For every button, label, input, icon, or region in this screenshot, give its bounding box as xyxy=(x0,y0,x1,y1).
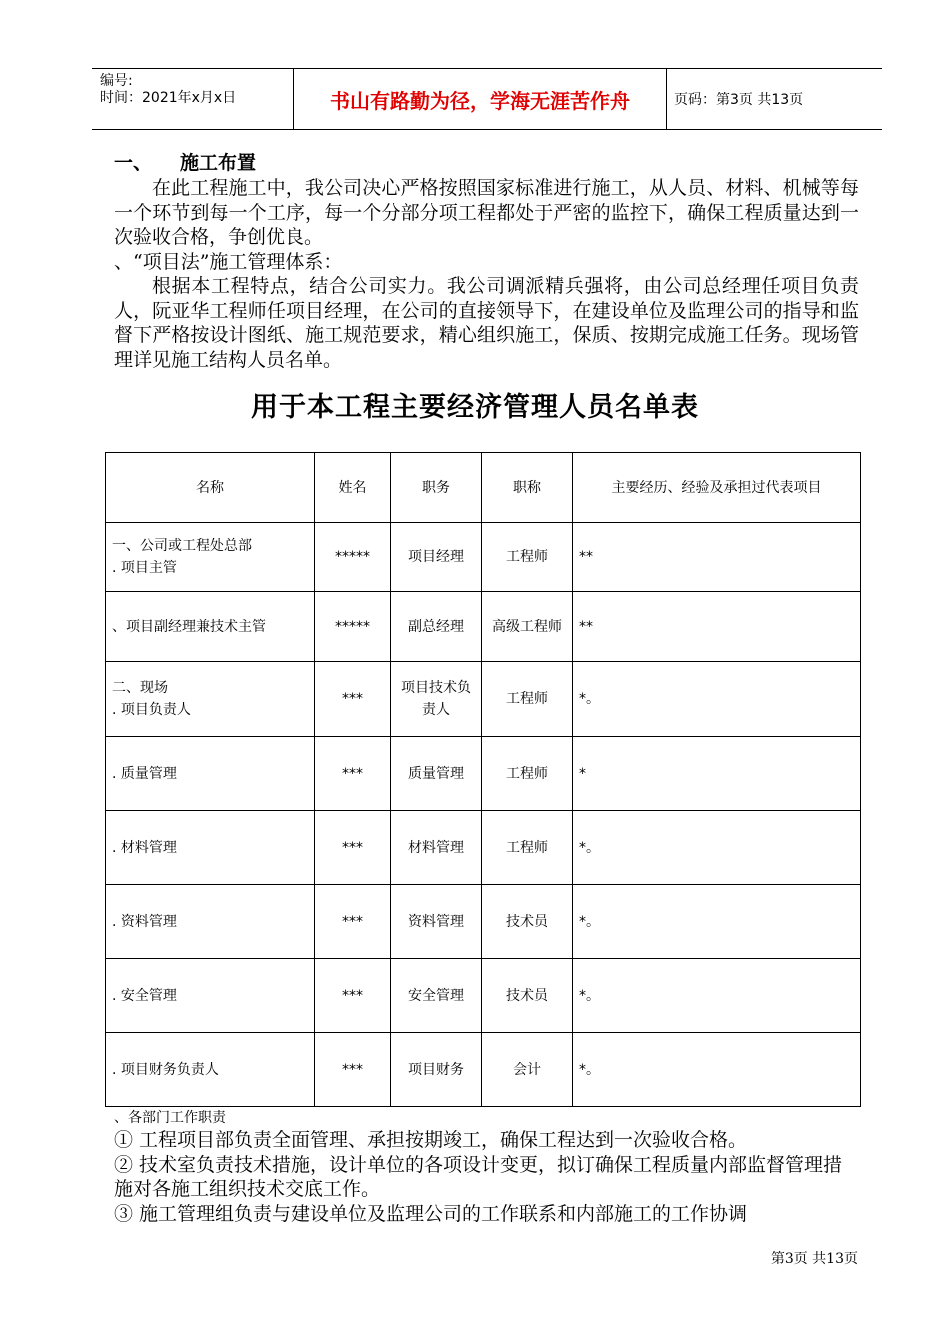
experience-cell: ** xyxy=(573,523,861,592)
person-cell: *** xyxy=(315,1033,391,1107)
section-number: 一、 xyxy=(114,152,153,174)
table-row xyxy=(106,523,861,592)
duties-heading: 、各部门工作职责 xyxy=(114,1110,226,1126)
header-cell: 职务 xyxy=(391,453,482,523)
name-line: . 项目负责人 xyxy=(112,702,191,718)
header-divider xyxy=(666,69,667,129)
page-number: 第3页 共13页 xyxy=(770,1251,858,1267)
person-cell: *** xyxy=(315,885,391,959)
table-row xyxy=(106,592,861,662)
header-cell: 职称 xyxy=(482,453,573,523)
duty-cell: 安全管理 xyxy=(391,959,482,1033)
duty-cell: 项目财务 xyxy=(391,1033,482,1107)
name-line: . 项目主管 xyxy=(112,560,177,576)
duty-cell: 资料管理 xyxy=(391,885,482,959)
name-line: . 项目财务负责人 xyxy=(112,1061,219,1078)
name-cell xyxy=(106,592,315,662)
title-cell: 工程师 xyxy=(482,811,573,885)
subheading: 、“项目法”施工管理体系： xyxy=(114,250,343,273)
section-title: 施工布置 xyxy=(180,152,257,174)
header-cell: 主要经历、经验及承担过代表项目 xyxy=(573,453,861,523)
name-cell xyxy=(106,662,315,737)
header-motto: 书山有路勤为径，学海无涯苦作舟 xyxy=(330,88,630,113)
time-label: 时间：2021年x月x日 xyxy=(100,90,237,106)
duty-item: ① 工程项目部负责全面管理、承担按期竣工，确保工程达到一次验收合格。 xyxy=(114,1129,748,1151)
header-info xyxy=(100,73,236,107)
table-title: 用于本工程主要经济管理人员名单表 xyxy=(251,392,699,423)
person-cell: ***** xyxy=(315,523,391,592)
name-line: 、项目副经理兼技术主管 xyxy=(112,618,266,635)
header-cell: 名称 xyxy=(106,453,315,523)
person-cell: *** xyxy=(315,959,391,1033)
name-cell xyxy=(106,885,315,959)
name-cell xyxy=(106,1033,315,1107)
paragraph: 在此工程施工中，我公司决心严格按照国家标准进行施工，从人员、材料、机械等每一个环节到每一个工序，每一个分部分项工程都处于严密的监控下，确保工程质量达到一次验收合格，争创优良。 xyxy=(114,177,859,248)
person-cell: *** xyxy=(315,737,391,811)
person-cell: *** xyxy=(315,811,391,885)
name-line: . 安全管理 xyxy=(112,987,177,1004)
name-cell xyxy=(106,811,315,885)
table-row xyxy=(106,737,861,811)
duty-cell: 项目经理 xyxy=(391,523,482,592)
duty-item: ③ 施工管理组负责与建设单位及监理公司的工作联系和内部施工的工作协调 xyxy=(114,1202,748,1225)
person-cell: ***** xyxy=(315,592,391,662)
name-line: . 资料管理 xyxy=(112,913,177,930)
body-text xyxy=(114,150,859,372)
header-page-label: 页码：第3页 共13页 xyxy=(674,92,804,108)
experience-cell: ** xyxy=(573,592,861,662)
table-row xyxy=(106,885,861,959)
table-row xyxy=(106,959,861,1033)
experience-cell: *。 xyxy=(573,811,861,885)
title-cell: 工程师 xyxy=(482,737,573,811)
code-label: 编号: xyxy=(100,73,133,89)
duties-section xyxy=(114,1108,859,1226)
table-row xyxy=(106,1033,861,1107)
duty-cell: 项目技术负责人 xyxy=(391,662,482,737)
table-row xyxy=(106,811,861,885)
duty-cell: 副总经理 xyxy=(391,592,482,662)
title-cell: 会计 xyxy=(482,1033,573,1107)
title-cell: 技术员 xyxy=(482,959,573,1033)
paragraph: 根据本工程特点，结合公司实力。我公司调派精兵强将，由公司总经理任项目负责人，阮亚华工程师任项目经理，在公司的直接领导下，在建设单位及监理公司的指导和监督下严格按设计图纸、施工规范要求，精心组织施工，保质、按期完成施工任务。现场管理详见施工结构人员名单。 xyxy=(114,275,859,371)
experience-cell: *。 xyxy=(573,959,861,1033)
experience-cell: *。 xyxy=(573,662,861,737)
header-cell: 姓名 xyxy=(315,453,391,523)
name-cell xyxy=(106,959,315,1033)
staff-table xyxy=(105,452,861,1107)
experience-cell: *。 xyxy=(573,885,861,959)
page-header xyxy=(92,68,882,130)
person-cell: *** xyxy=(315,662,391,737)
duty-item: ② 技术室负责技术措施，设计单位的各项设计变更，拟订确保工程质量内部监督管理措施对各施工组织技术交底工作。 xyxy=(114,1153,843,1200)
title-cell: 工程师 xyxy=(482,662,573,737)
experience-cell: *。 xyxy=(573,1033,861,1107)
duty-cell: 质量管理 xyxy=(391,737,482,811)
duty-cell: 材料管理 xyxy=(391,811,482,885)
name-line: . 质量管理 xyxy=(112,765,177,782)
table-header-row xyxy=(106,453,861,523)
name-cell xyxy=(106,523,315,592)
section-heading xyxy=(114,150,859,176)
title-cell: 技术员 xyxy=(482,885,573,959)
name-line: . 材料管理 xyxy=(112,839,177,856)
title-cell: 工程师 xyxy=(482,523,573,592)
name-line: 一、公司或工程处总部 xyxy=(112,538,252,554)
name-cell xyxy=(106,737,315,811)
table-row xyxy=(106,662,861,737)
experience-cell: * xyxy=(573,737,861,811)
name-line: 二、现场 xyxy=(112,680,168,696)
title-cell: 高级工程师 xyxy=(482,592,573,662)
